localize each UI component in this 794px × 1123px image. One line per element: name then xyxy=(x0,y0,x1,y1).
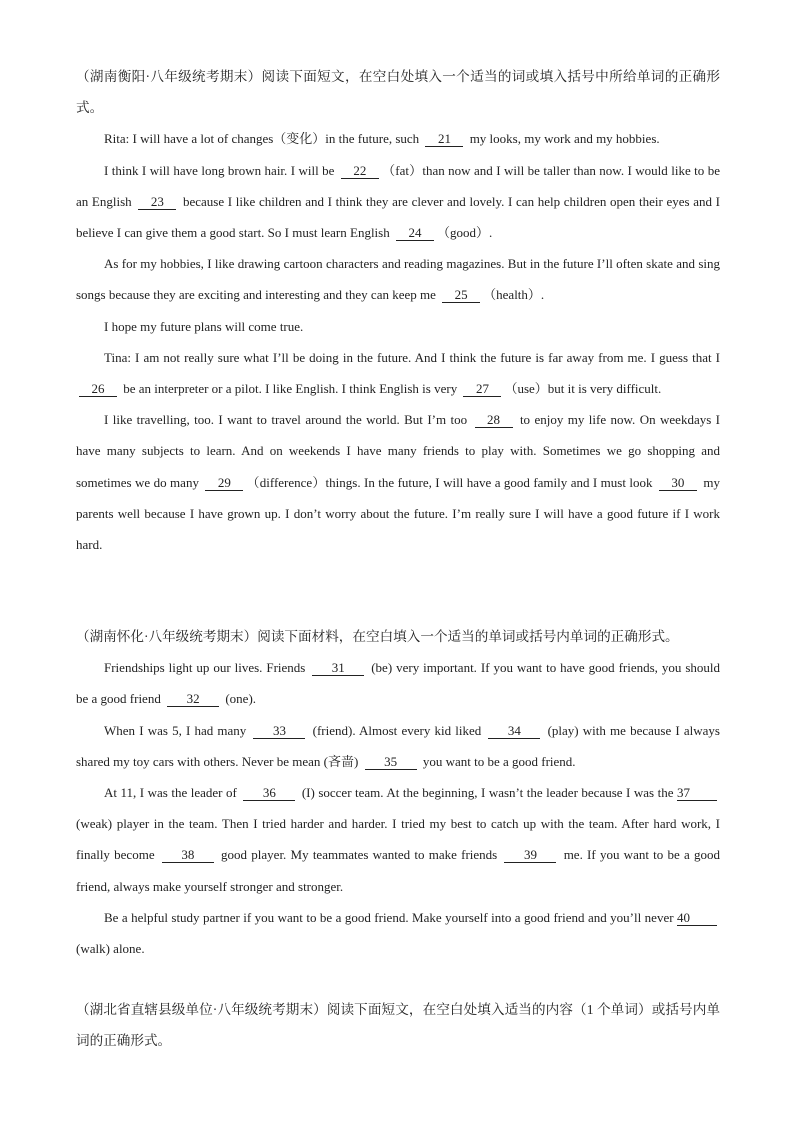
paragraph-text: to enjoy my life now. On weekdays I have many subjects to learn. And on weekends I have many friends to play with. Sometimes we go shopping and sometimes we do many xyxy=(76,412,721,490)
answer-blank-28[interactable]: 28 xyxy=(475,413,513,428)
answer-blank-32[interactable]: 32 xyxy=(167,692,219,707)
paragraph-text: (I) soccer team. At the beginning, I wasn’t the leader because I was the xyxy=(298,785,677,801)
answer-blank-39[interactable]: 39 xyxy=(504,848,556,863)
paragraph-text: Be a helpful study partner if you want to be a good friend. Make yourself into a good friend and you’ll never xyxy=(104,909,677,925)
answer-blank-29[interactable]: 29 xyxy=(205,476,243,491)
paragraph xyxy=(76,652,720,714)
paragraph xyxy=(76,715,720,777)
paragraph-text: because I like children and I think they are clever and lovely. I can help children open their eyes and I believe I can give them a good start. So I must learn English xyxy=(76,193,720,241)
paragraph-text: Tina: I am not really sure what I’ll be doing in the future. And I think the future is far away from me. I guess that I xyxy=(104,349,720,365)
paragraph-text: my parents well because I have grown up. I don’t worry about the future. I’m really sure I will have a good future if I work hard. xyxy=(76,474,720,553)
paragraph xyxy=(76,155,720,249)
paragraph-text: （health）. xyxy=(483,287,545,303)
answer-blank-22[interactable]: 22 xyxy=(341,164,379,179)
paragraph-text: As for my hobbies, I like drawing cartoon characters and reading magazines. But in the future I’ll often skate and sing songs because they are exciting and interesting and they can keep me xyxy=(76,256,720,303)
answer-blank-36[interactable]: 36 xyxy=(243,786,295,801)
paragraph-text: （difference）things. In the future, I will have a good family and I must look xyxy=(246,474,656,490)
paragraph-text: (play) with me because I always shared my toy cars with others. Never be mean (吝啬) xyxy=(76,722,720,769)
answer-blank-24[interactable]: 24 xyxy=(396,226,434,241)
paragraph xyxy=(76,248,720,310)
paragraph-text: At 11, I was the leader of xyxy=(104,785,241,801)
paragraph-text: （use）but it is very difficult. xyxy=(504,381,662,397)
paragraph xyxy=(76,777,720,902)
answer-blank-25[interactable]: 25 xyxy=(442,288,480,303)
paragraph xyxy=(76,902,720,964)
paragraph: I hope my future plans will come true. xyxy=(104,318,304,334)
paragraph-text: my looks, my work and my hobbies. xyxy=(466,131,660,147)
answer-blank-35[interactable]: 35 xyxy=(365,755,417,770)
answer-blank-26[interactable]: 26 xyxy=(79,382,117,397)
paragraph xyxy=(76,123,720,154)
answer-blank-30[interactable]: 30 xyxy=(659,476,697,491)
passage-section-1 xyxy=(76,61,720,560)
paragraph-text: （fat）than now and I will be taller than now. I would like to be an English xyxy=(76,162,720,209)
paragraph-text: (be) very important. If you want to have good friends, you should be a good friend xyxy=(76,660,720,707)
paragraph xyxy=(76,404,720,560)
paragraph-text: (friend). Almost every kid liked xyxy=(308,722,486,738)
paragraph-text: When I was 5, I had many xyxy=(104,722,251,738)
paragraph-text: (weak) player in the team. Then I tried harder and harder. I tried my best to catch up with the team. After hard work, I finally become xyxy=(76,816,720,863)
answer-blank-40[interactable]: 40 xyxy=(677,911,717,926)
paragraph-text: good player. My teammates wanted to make friends xyxy=(216,847,502,863)
passage-section-2 xyxy=(76,621,720,964)
paragraph-text: Friendships light up our lives. Friends xyxy=(104,660,310,676)
section-instruction: （湖北省直辖县级单位·八年级统考期末）阅读下面短文，在空白处填入适当的内容（1 个单词）或括号内单词的正确形式。 xyxy=(76,1002,720,1049)
paragraph-text: I think I will have long brown hair. I will be xyxy=(104,162,338,178)
passage-section-3 xyxy=(76,994,720,1056)
paragraph-text: Rita: I will have a lot of changes（变化）in the future, such xyxy=(104,131,423,147)
paragraph xyxy=(76,342,720,404)
answer-blank-38[interactable]: 38 xyxy=(162,848,214,863)
answer-blank-21[interactable]: 21 xyxy=(425,132,463,147)
section-instruction: （湖南衡阳·八年级统考期末）阅读下面短文，在空白处填入一个适当的词或填入括号中所给单词的正确形式。 xyxy=(76,69,720,116)
answer-blank-23[interactable]: 23 xyxy=(138,195,176,210)
paragraph-text: you want to be a good friend. xyxy=(419,753,576,769)
paragraph-text: I like travelling, too. I want to travel around the world. But I’m too xyxy=(104,412,472,428)
paragraph-text: （good）. xyxy=(436,225,493,241)
answer-blank-27[interactable]: 27 xyxy=(463,382,501,397)
paragraph-text: me. If you want to be a good friend, always make yourself stronger and stronger. xyxy=(76,847,721,894)
answer-blank-33[interactable]: 33 xyxy=(253,724,305,739)
paragraph-text: (one). xyxy=(222,691,257,707)
answer-blank-37[interactable]: 37 xyxy=(677,786,717,801)
paragraph-text: (walk) alone. xyxy=(76,941,145,957)
answer-blank-34[interactable]: 34 xyxy=(488,724,540,739)
section-instruction: （湖南怀化·八年级统考期末）阅读下面材料，在空白填入一个适当的单词或括号内单词的正确形式。 xyxy=(76,629,679,644)
paragraph-text: be an interpreter or a pilot. I like English. I think English is very xyxy=(120,381,461,397)
answer-blank-31[interactable]: 31 xyxy=(312,661,364,676)
